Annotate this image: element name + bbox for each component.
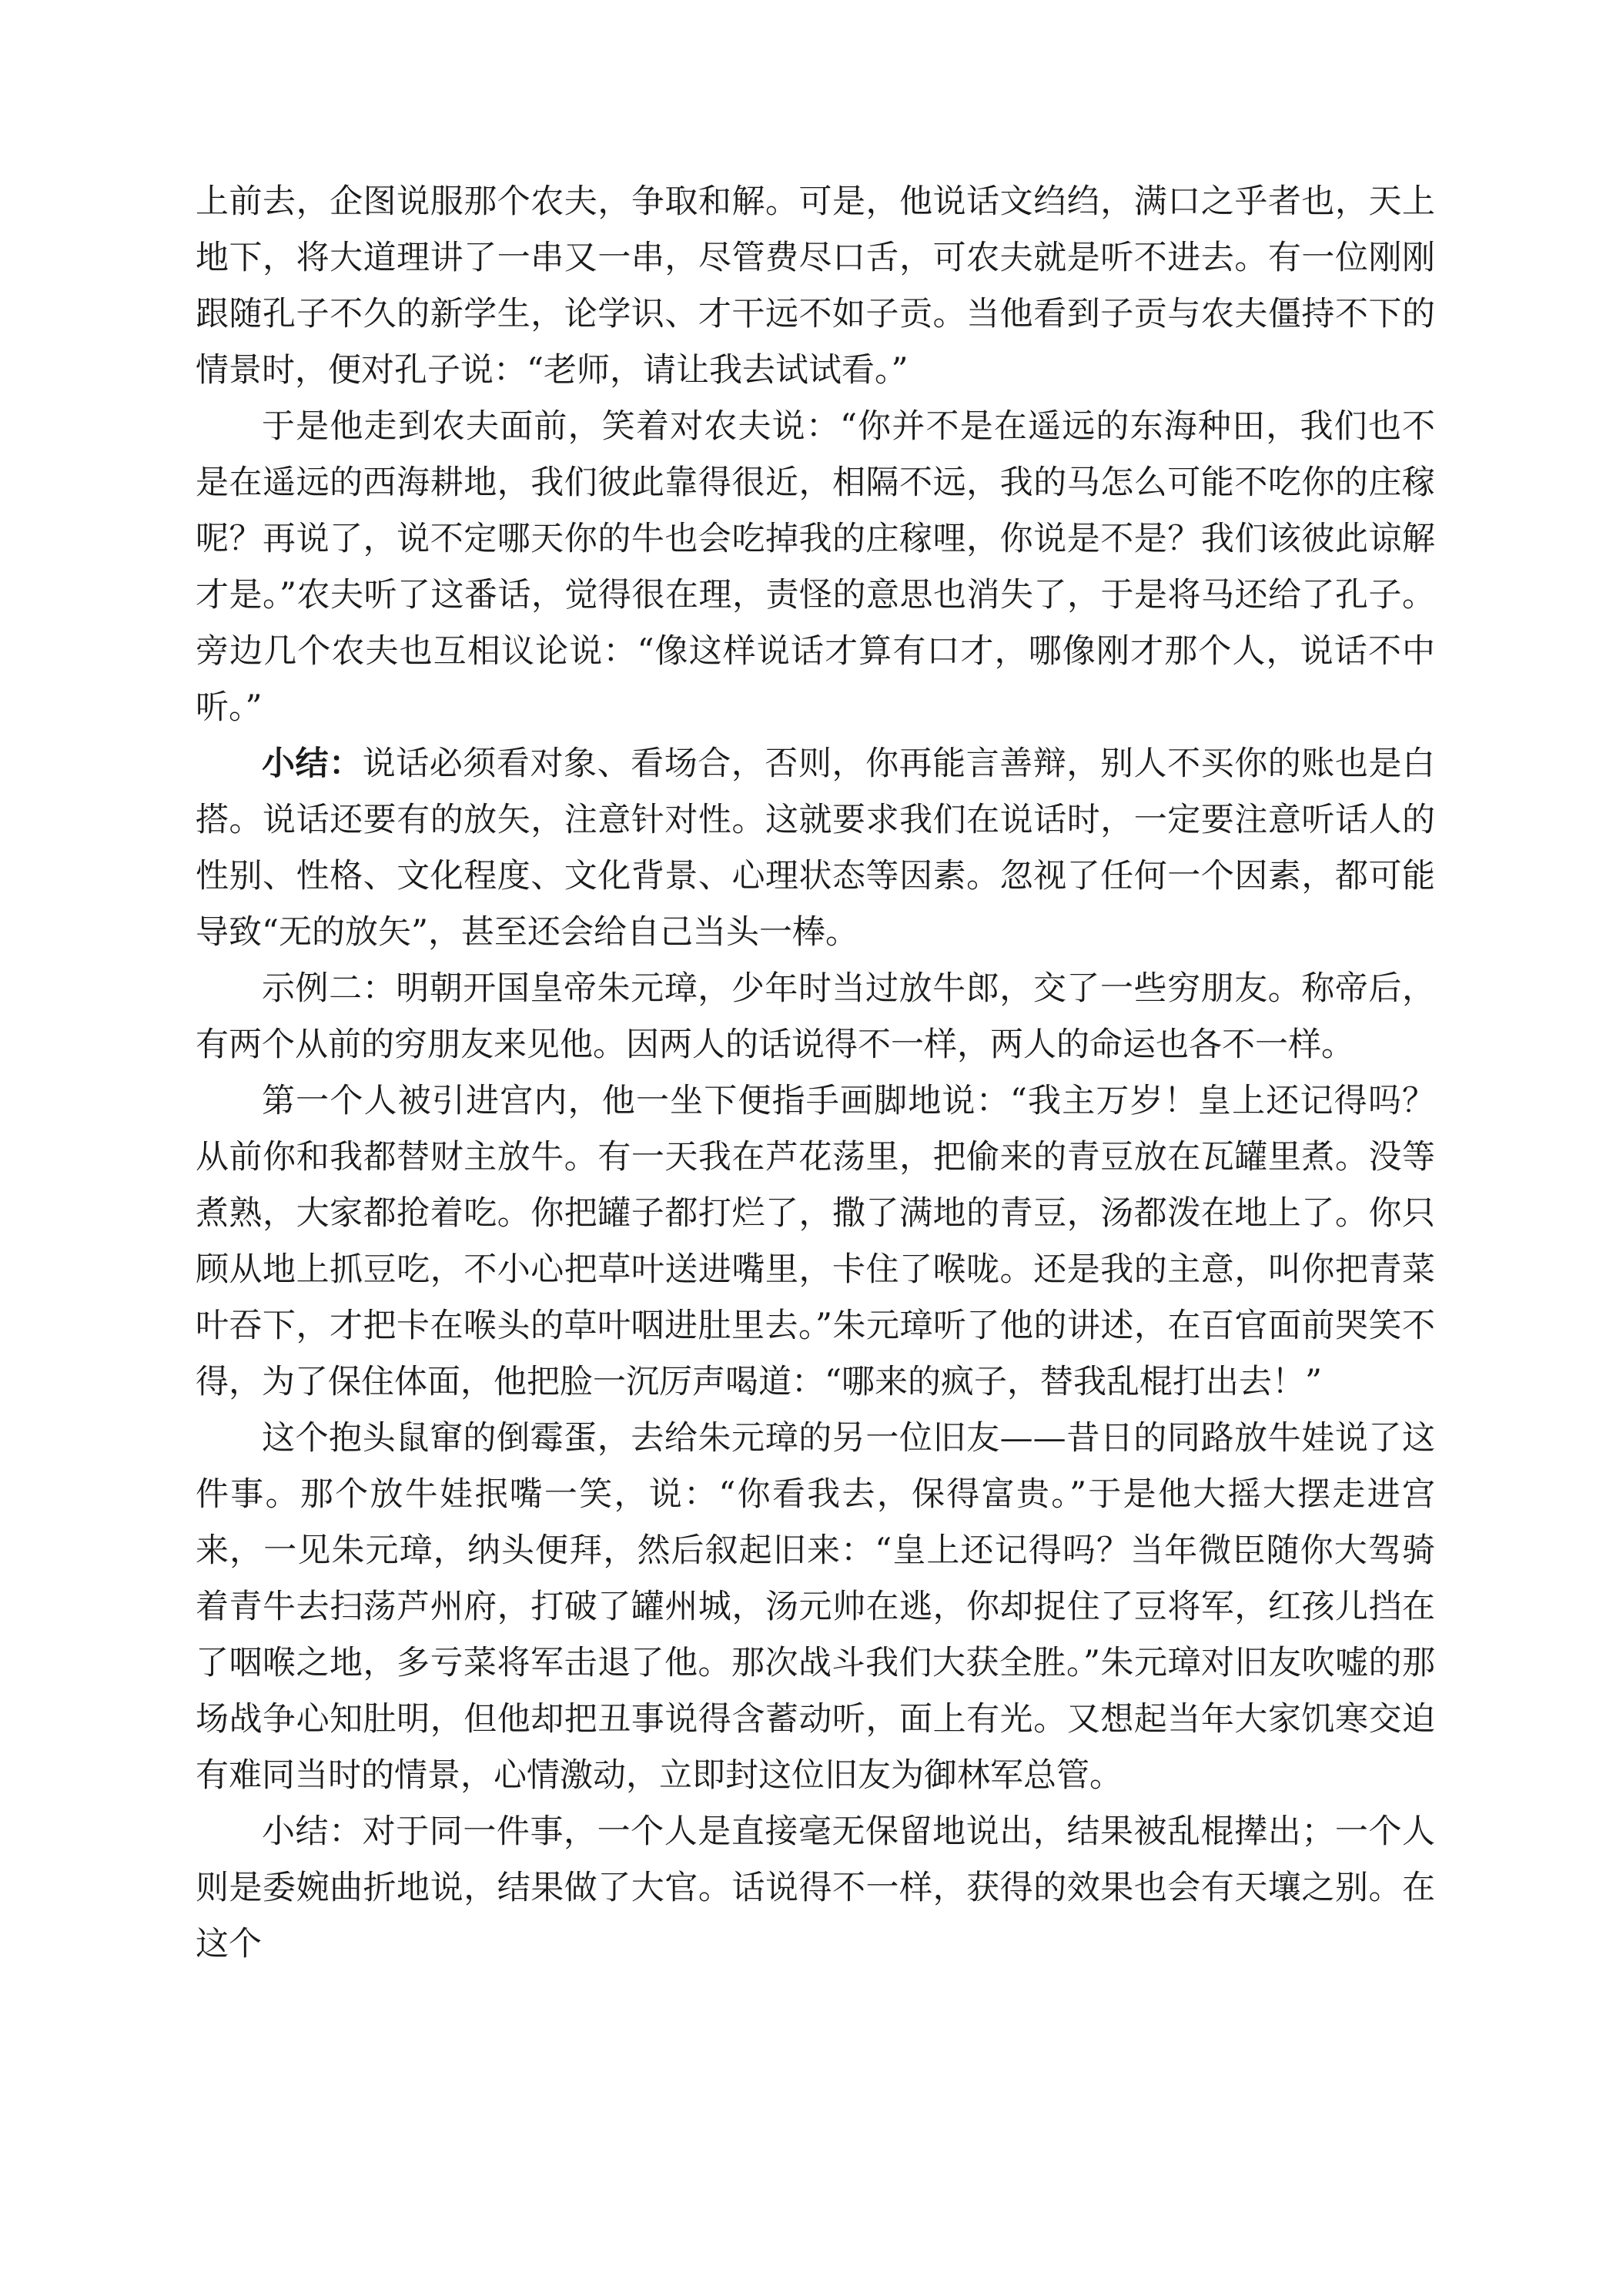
paragraph-text: 示例二：明朝开国皇帝朱元璋，少年时当过放牛郎，交了一些穷朋友。称帝后，有两个从前的穷朋友来见他。因两人的话说得不一样，两人的命运也各不一样。 — [196, 969, 1435, 1064]
paragraph-1 — [196, 174, 1435, 399]
paragraph-6 — [196, 1411, 1435, 1804]
paragraph-text: 这个抱头鼠窜的倒霉蛋，去给朱元璋的另一位旧友——昔日的同路放牛娃说了这件事。那个放牛娃抿嘴一笑，说：“你看我去，保得富贵。”于是他大摇大摆走进宫来，一见朱元璋，纳头便拜，然后叙起旧来：“皇上还记得吗？当年微臣随你大驾骑着青牛去扫荡芦州府，打破了罐州城，汤元帅在逃，你却捉住了豆将军，红孩儿挡在了咽喉之地，多亏菜将军击退了他。那次战斗我们大获全胜。”朱元璋对旧友吹嘘的那场战争心知肚明，但他却把丑事说得含蓄动听，面上有光。又想起当年大家饥寒交迫有难同当时的情景，心情激动，立即封这位旧友为御林军总管。 — [196, 1419, 1435, 1795]
paragraph-7-summary — [196, 1804, 1435, 1973]
paragraph-4-example-two — [196, 961, 1435, 1073]
paragraph-text: 第一个人被引进宫内，他一坐下便指手画脚地说：“我主万岁！皇上还记得吗？从前你和我都替财主放牛。有一天我在芦花荡里，把偷来的青豆放在瓦罐里煮。没等煮熟，大家都抢着吃。你把罐子都打烂了，撒了满地的青豆，汤都泼在地上了。你只顾从地上抓豆吃，不小心把草叶送进嘴里，卡住了喉咙。还是我的主意，叫你把青菜叶吞下，才把卡在喉头的草叶咽进肚里去。”朱元璋听了他的讲述，在百官面前哭笑不得，为了保住体面，他把脸一沉厉声喝道：“哪来的疯子，替我乱棍打出去！” — [196, 1082, 1435, 1401]
document-body — [196, 174, 1435, 1973]
paragraph-text: 小结：对于同一件事，一个人是直接毫无保留地说出，结果被乱棍撵出；一个人则是委婉曲折地说，结果做了大官。话说得不一样，获得的效果也会有天壤之别。在这个 — [196, 1812, 1435, 1963]
paragraph-2 — [196, 399, 1435, 736]
paragraph-text: 上前去，企图说服那个农夫，争取和解。可是，他说话文绉绉，满口之乎者也，天上地下，将大道理讲了一串又一串，尽管费尽口舌，可农夫就是听不进去。有一位刚刚跟随孔子不久的新学生，论学识、才干远不如子贡。当他看到子贡与农夫僵持不下的情景时，便对孔子说：“老师，请让我去试试看。” — [196, 182, 1435, 390]
paragraph-text: 说话必须看对象、看场合，否则，你再能言善辩，别人不买你的账也是白搭。说话还要有的放矢，注意针对性。这就要求我们在说话时，一定要注意听话人的性别、性格、文化程度、文化背景、心理状态等因素。忽视了任何一个因素，都可能导致“无的放矢”，甚至还会给自己当头一棒。 — [196, 745, 1436, 952]
summary-label: 小结： — [262, 745, 363, 783]
paragraph-3-summary — [196, 736, 1435, 961]
paragraph-text: 于是他走到农夫面前，笑着对农夫说：“你并不是在遥远的东海种田，我们也不是在遥远的西海耕地，我们彼此靠得很近，相隔不远，我的马怎么可能不吃你的庄稼呢？再说了，说不定哪天你的牛也会吃掉我的庄稼哩，你说是不是？我们该彼此谅解才是。”农夫听了这番话，觉得很在理，责怪的意思也消失了，于是将马还给了孔子。旁边几个农夫也互相议论说：“像这样说话才算有口才，哪像刚才那个人，说话不中听。” — [196, 407, 1435, 727]
paragraph-5 — [196, 1073, 1435, 1411]
